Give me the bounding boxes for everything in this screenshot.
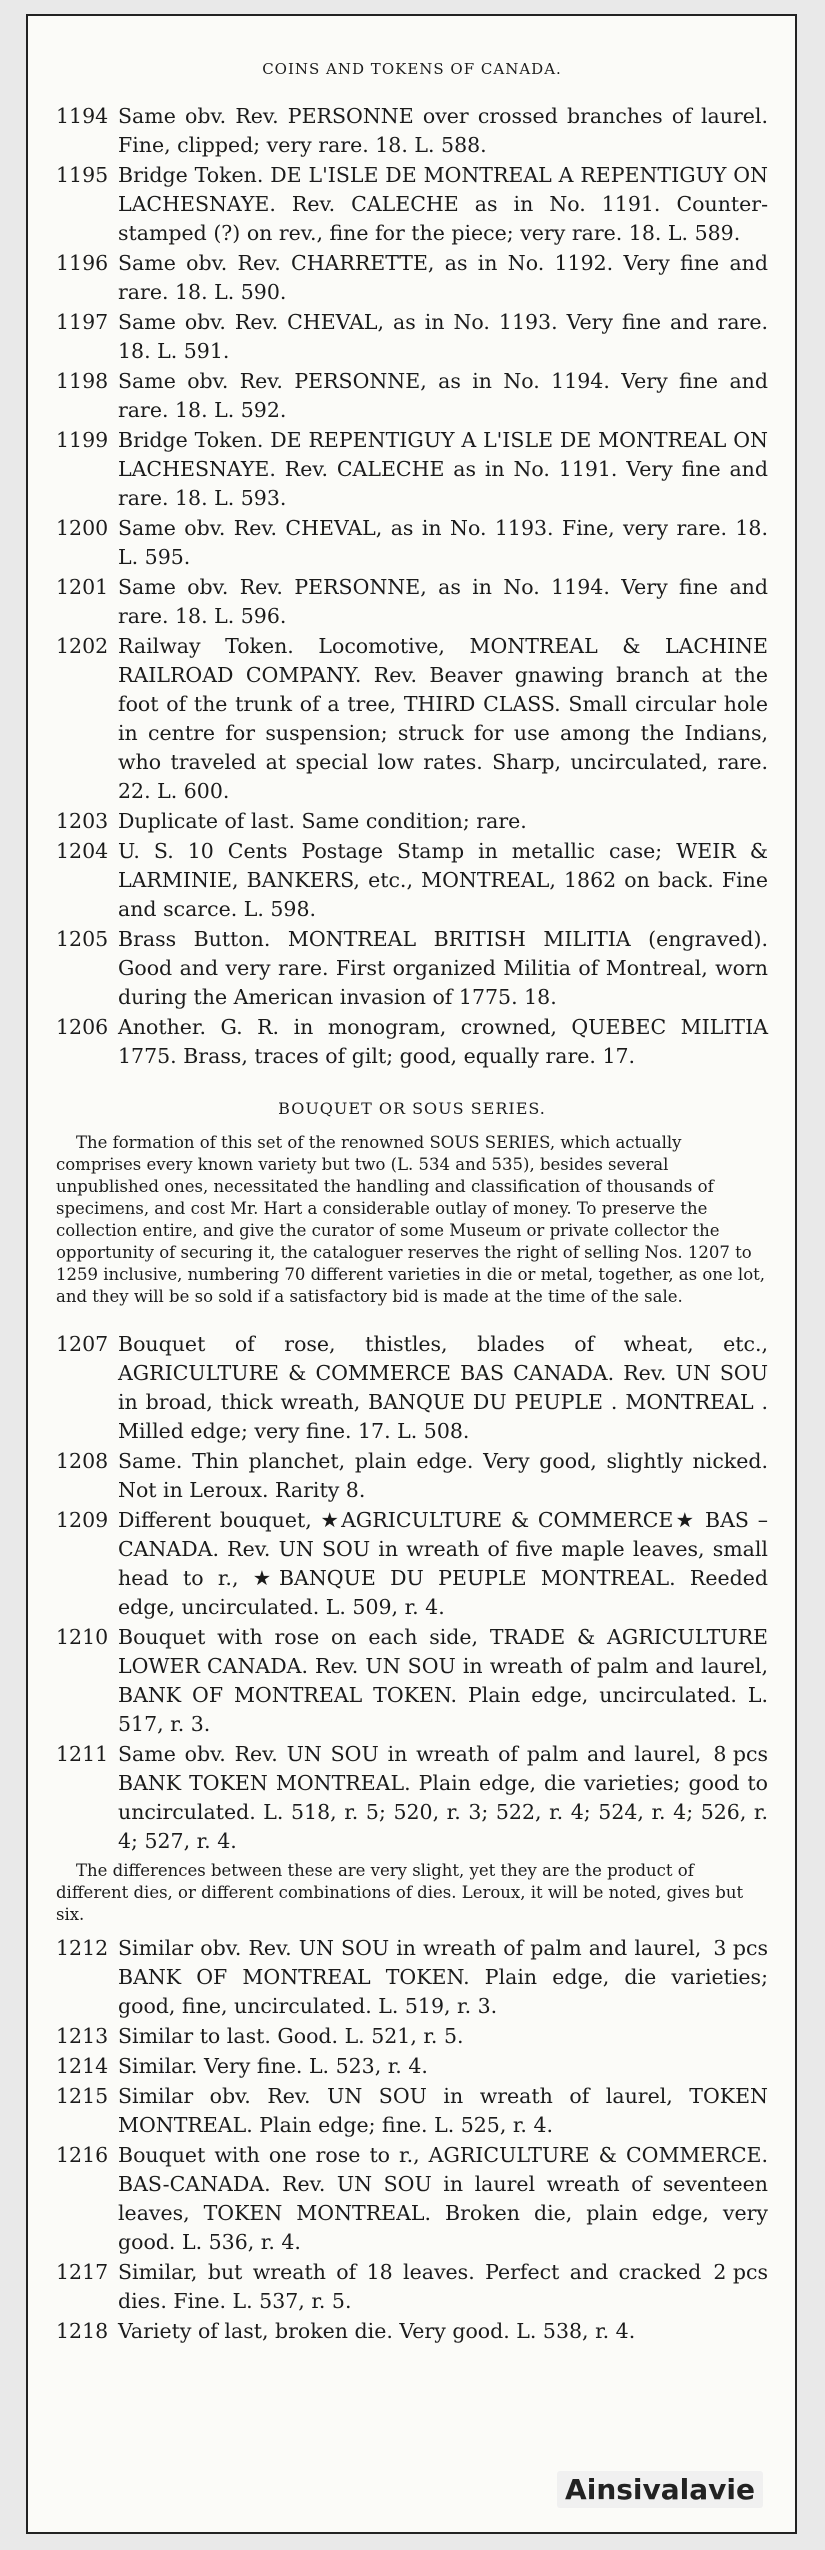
catalogue-entry [56,925,768,1012]
entry-text: Bridge Token. DE REPENTIGUY A L'ISLE DE MONTREAL ON LACHESNAYE. Rev. CALECHE as in No. 1191. Very fine and rare. 18. L. 593. [118,428,768,510]
entry-number: 1202 [56,634,109,658]
entry-text: Similar to last. Good. L. 521, r. 5. [118,2024,464,2048]
entry-text: Similar, but wreath of 18 leaves. Perfect and cracked dies. Fine. L. 537, r. 5. [118,2260,702,2313]
entry-description [118,573,768,631]
catalogue-entry [56,2317,768,2346]
entry-description [118,1506,768,1622]
entries-mid [56,1330,768,1856]
entry-description [118,1934,768,2021]
running-head: COINS AND TOKENS OF CANADA. [262,60,562,78]
entry-text: Same obv. Rev. PERSONNE over crossed branches of laurel. Fine, clipped; very rare. 18. L. 588. [118,104,768,157]
section-head: BOUQUET OR SOUS SERIES. [278,1099,546,1118]
entry-text: Same obv. Rev. CHEVAL, as in No. 1193. Fine, very rare. 18. L. 595. [118,516,768,569]
entry-text: Bouquet with rose on each side, TRADE & AGRICULTURE LOWER CANADA. Rev. UN SOU in wreath of palm and laurel, BANK OF MONTREAL TOKEN. Plain edge, uncirculated. L. 517, r. 3. [118,1625,768,1736]
entry-number: 1209 [56,1508,109,1532]
entry-text: Same obv. Rev. CHARRETTE, as in No. 1192. Very fine and rare. 18. L. 590. [118,251,768,304]
entry-quantity: 3 pcs [713,1936,768,1960]
section-intro: The formation of this set of the renowned SOUS SERIES, which actually comprises every known variety but two (L. 534 and 535), besides several unpublished ones, necessitated the handling and classification of thousands of specimens, and cost Mr. Hart a considerable outlay of money. To preserve the collection entire, and give the curator of some Museum or private collector the opportunity of securing it, the cataloguer reserves the right of selling Nos. 1207 to 1259 inclusive, numbering 70 different varieties in die or metal, together, as one lot, and they will be so sold if a satisfactory bid is made at the time of the sale. [56,1133,766,1306]
entry-number: 1214 [56,2054,109,2078]
entry-number: 1212 [56,1936,109,1960]
entry-description [118,2258,768,2316]
catalogue-entry [56,1623,768,1739]
entries-bottom [56,1934,768,2346]
catalogue-entry [56,2022,768,2051]
entry-number: 1196 [56,251,109,275]
catalogue-entry [56,1013,768,1071]
catalogue-page [26,14,797,2534]
editorial-note: The differences between these are very slight, yet they are the product of different dies, or different combinations of dies. Leroux, it will be noted, gives but six. [56,1861,744,1924]
entry-number: 1218 [56,2319,109,2343]
catalogue-entry [56,102,768,160]
entry-number: 1201 [56,575,109,599]
entry-description [118,632,768,806]
entry-text: Similar obv. Rev. UN SOU in wreath of palm and laurel, BANK OF MONTREAL TOKEN. Plain edge, die varieties; good, fine, uncirculated. L. 519, r. 3. [118,1936,768,2018]
entry-number: 1206 [56,1015,109,1039]
entry-description [118,367,768,425]
entry-number: 1199 [56,428,109,452]
entry-text: Same obv. Rev. UN SOU in wreath of palm and laurel, BANK TOKEN MONTREAL. Plain edge, die varieties; good to uncirculated. L. 518, r. 5; 520, r. 3; 522, r. 4; 524, r. 4; 526, r. 4; 527, r. 4. [118,1742,768,1853]
entry-text: Bridge Token. DE L'ISLE DE MONTREAL A REPENTIGUY ON LACHESNAYE. Rev. CALECHE as in No. 1191. Counter-stamped (?) on rev., fine for the piece; very rare. 18. L. 589. [118,163,768,245]
entry-quantity: 2 pcs [713,2260,768,2284]
entry-description [118,1330,768,1446]
entry-number: 1217 [56,2260,109,2284]
entry-description [118,925,768,1012]
entry-description [118,837,768,924]
entry-number: 1205 [56,927,109,951]
catalogue-entry [56,1934,768,2021]
catalogue-entry [56,2052,768,2081]
entry-text: Different bouquet, ★AGRICULTURE & COMMERCE★ BAS – CANADA. Rev. UN SOU in wreath of five maple leaves, small head to r., ★BANQUE DU PEUPLE MONTREAL. Reeded edge, uncirculated. L. 509, r. 4. [118,1508,768,1619]
entry-number: 1204 [56,839,109,863]
entry-number: 1215 [56,2084,109,2108]
entry-text: Brass Button. MONTREAL BRITISH MILITIA (engraved). Good and very rare. First organized Militia of Montreal, worn during the American invasion of 1775. 18. [118,927,768,1009]
entry-description [118,161,768,248]
entry-text: Same obv. Rev. PERSONNE, as in No. 1194. Very fine and rare. 18. L. 596. [118,575,768,628]
entry-number: 1198 [56,369,109,393]
entry-number: 1213 [56,2024,109,2048]
entry-number: 1194 [56,104,109,128]
catalogue-entry [56,2258,768,2316]
entry-text: U. S. 10 Cents Postage Stamp in metallic case; WEIR & LARMINIE, BANKERS, etc., MONTREAL, 1862 on back. Fine and scarce. L. 598. [118,839,768,921]
catalogue-entry [56,573,768,631]
catalogue-entry [56,161,768,248]
entry-description [118,426,768,513]
entry-description [118,249,768,307]
entry-number: 1216 [56,2143,109,2167]
catalogue-entry [56,2141,768,2257]
entry-number: 1197 [56,310,109,334]
catalogue-entry [56,426,768,513]
entry-text: Similar. Very fine. L. 523, r. 4. [118,2054,428,2078]
entry-text: Bouquet with one rose to r., AGRICULTURE & COMMERCE. BAS-CANADA. Rev. UN SOU in laurel wreath of seventeen leaves, TOKEN MONTREAL. Broken die, plain edge, very good. L. 536, r. 4. [118,2143,768,2254]
entry-text: Same. Thin planchet, plain edge. Very good, slightly nicked. Not in Leroux. Rarity 8. [118,1449,768,1502]
entry-number: 1211 [56,1742,109,1766]
entry-description [118,308,768,366]
entry-number: 1208 [56,1449,109,1473]
entry-text: Duplicate of last. Same condition; rare. [118,809,527,833]
catalogue-entry [56,249,768,307]
entry-number: 1200 [56,516,109,540]
catalogue-entry [56,1506,768,1622]
entry-text: Same obv. Rev. PERSONNE, as in No. 1194. Very fine and rare. 18. L. 592. [118,369,768,422]
catalogue-entry [56,807,768,836]
entries-top [56,102,768,1071]
catalogue-entry [56,1740,768,1856]
entry-description [118,2022,768,2051]
entry-text: Another. G. R. in monogram, crowned, QUEBEC MILITIA 1775. Brass, traces of gilt; good, equally rare. 17. [118,1015,768,1068]
entry-number: 1207 [56,1332,109,1356]
watermark: Ainsivalavie [557,2471,763,2508]
catalogue-entry [56,837,768,924]
entry-description [118,1013,768,1071]
catalogue-entry [56,308,768,366]
entry-text: Variety of last, broken die. Very good. L. 538, r. 4. [118,2319,636,2343]
entry-text: Same obv. Rev. CHEVAL, as in No. 1193. Very fine and rare. 18. L. 591. [118,310,768,363]
entry-text: Railway Token. Locomotive, MONTREAL & LACHINE RAILROAD COMPANY. Rev. Beaver gnawing branch at the foot of the trunk of a tree, THIRD CLASS. Small circular hole in centre for suspension; struck for use among the Indians, who traveled at special low rates. Sharp, uncirculated, rare. 22. L. 600. [118,634,768,803]
catalogue-entry [56,2082,768,2140]
catalogue-entry [56,367,768,425]
entry-description [118,1740,768,1856]
entry-description [118,807,768,836]
entry-description [118,102,768,160]
entry-text: Similar obv. Rev. UN SOU in wreath of laurel, TOKEN MONTREAL. Plain edge; fine. L. 525, r. 4. [118,2084,768,2137]
catalogue-entry [56,1447,768,1505]
entry-description [118,2052,768,2081]
entry-description [118,1447,768,1505]
entry-quantity: 8 pcs [713,1742,768,1766]
entry-number: 1195 [56,163,109,187]
entry-text: Bouquet of rose, thistles, blades of wheat, etc., AGRICULTURE & COMMERCE BAS CANADA. Rev. UN SOU in broad, thick wreath, BANQUE DU PEUPLE . MONTREAL . Milled edge; very fine. 17. L. 508. [118,1332,768,1443]
page-content [56,60,768,2347]
entry-description [118,2317,768,2346]
entry-description [118,514,768,572]
entry-number: 1210 [56,1625,109,1649]
catalogue-entry [56,632,768,806]
catalogue-entry [56,1330,768,1446]
entry-description [118,2141,768,2257]
catalogue-entry [56,514,768,572]
entry-description [118,2082,768,2140]
entry-description [118,1623,768,1739]
entry-number: 1203 [56,809,109,833]
